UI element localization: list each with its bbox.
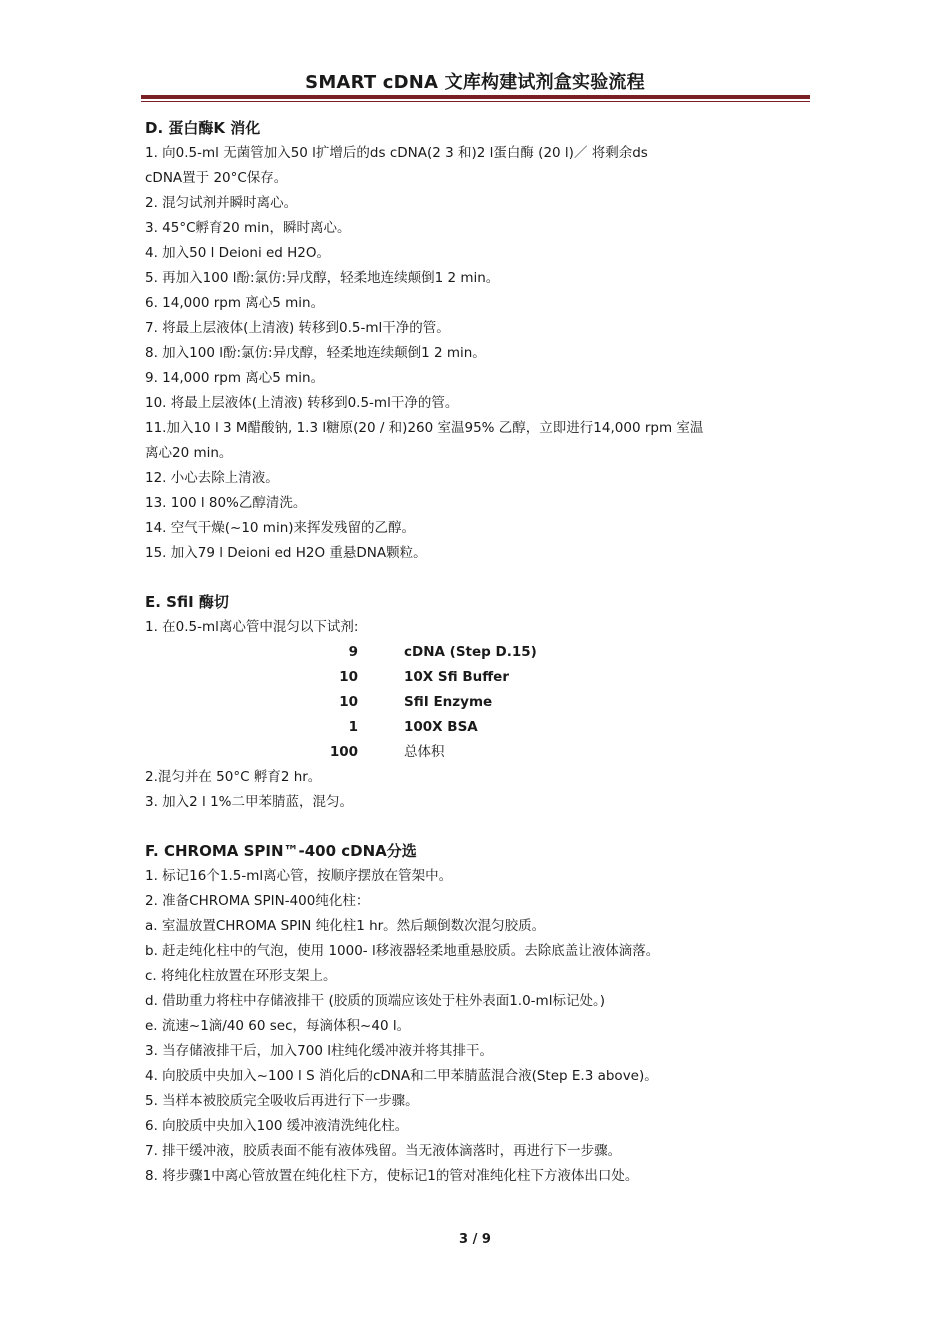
reagent-amount: 10 (339, 669, 358, 685)
reagent-amount: 9 (348, 644, 358, 660)
step-line: 3. 加入2 l 1%二甲苯腈蓝，混匀。 (145, 794, 354, 810)
reagent-table (290, 640, 537, 765)
step-line: 2. 混匀试剂并瞬时离心。 (145, 195, 298, 211)
section-d-steps (145, 141, 815, 566)
step-line: 13. 100 l 80%乙醇清洗。 (145, 495, 307, 511)
step-line: 4. 向胶质中央加入~100 l S 消化后的cDNA和二甲苯腈蓝混合液(Step E.3 above)。 (145, 1068, 658, 1084)
step-line: 8. 加入100 l酚:氯仿:异戊醇，轻柔地连续颠倒1 2 min。 (145, 345, 486, 361)
reagent-name: 总体积 (404, 744, 445, 760)
page-header-title: SMART cDNA 文库构建试剂盒实验流程 (305, 72, 645, 93)
column-gap (358, 640, 404, 665)
step-line: 4. 加入50 l Deioni ed H2O。 (145, 245, 331, 261)
step-line: 15. 加入79 l Deioni ed H2O 重悬DNA颗粒。 (145, 545, 427, 561)
column-gap (358, 665, 404, 690)
reagent-row (290, 640, 537, 665)
step-line: 6. 向胶质中央加入100 缓冲液清洗纯化柱。 (145, 1118, 409, 1134)
step-line: 3. 45°C孵育20 min，瞬时离心。 (145, 220, 351, 236)
step-line: 2.混匀并在 50°C 孵育2 hr。 (145, 769, 322, 785)
step-line: c. 将纯化柱放置在环形支架上。 (145, 968, 337, 984)
step-line: cDNA置于 20°C保存。 (145, 170, 288, 186)
reagent-row (290, 715, 537, 740)
step-line: 11.加入10 l 3 M醋酸钠, 1.3 l糖原(20 / 和)260 室温95% 乙醇，立即进行14,000 rpm 室温 (145, 420, 704, 436)
step-line: e. 流速~1滴/40 60 sec，每滴体积~40 l。 (145, 1018, 411, 1034)
step-line: 12. 小心去除上清液。 (145, 470, 279, 486)
column-gap (358, 690, 404, 715)
step-line: 5. 再加入100 l酚:氯仿:异戊醇，轻柔地连续颠倒1 2 min。 (145, 270, 500, 286)
header-rule-thin (141, 101, 810, 102)
section-e-steps (145, 765, 815, 815)
reagent-amount: 100 (329, 744, 358, 760)
section-spacer (145, 815, 815, 839)
section-spacer (145, 566, 815, 590)
step-line: 离心20 min。 (145, 445, 233, 461)
section-f-steps (145, 864, 815, 1189)
step-line: 7. 排干缓冲液，胶质表面不能有液体残留。当无液体滴落时，再进行下一步骤。 (145, 1143, 622, 1159)
reagent-name: 10X Sfi Buffer (404, 669, 509, 685)
section-e-heading: E. SfiI 酶切 (145, 593, 229, 611)
step-line: d. 借助重力将柱中存储液排干 (胶质的顶端应该处于柱外表面1.0-ml标记处。) (145, 993, 605, 1009)
step-line: 9. 14,000 rpm 离心5 min。 (145, 370, 325, 386)
reagent-name: 100X BSA (404, 719, 478, 735)
page-number: 3 / 9 (459, 1232, 491, 1247)
step-line: 8. 将步骤1中离心管放置在纯化柱下方，使标记1的管对准纯化柱下方液体出口处。 (145, 1168, 639, 1184)
reagent-amount: 10 (339, 694, 358, 710)
section-f-heading: F. CHROMA SPIN™-400 cDNA分选 (145, 842, 417, 860)
step-line: 3. 当存储液排干后，加入700 l柱纯化缓冲液并将其排干。 (145, 1043, 493, 1059)
step-line: 14. 空气干燥(~10 min)来挥发残留的乙醇。 (145, 520, 416, 536)
step-line: 1. 向0.5-ml 无菌管加入50 l扩增后的ds cDNA(2 3 和)2 l蛋白酶 (20 l)／ 将剩余ds (145, 145, 648, 161)
step-line: 10. 将最上层液体(上清液) 转移到0.5-ml干净的管。 (145, 395, 459, 411)
step-line: 2. 准备CHROMA SPIN-400纯化柱： (145, 893, 370, 909)
section-e-intro: 1. 在0.5-ml离心管中混匀以下试剂: (145, 619, 359, 635)
step-line: 6. 14,000 rpm 离心5 min。 (145, 295, 325, 311)
header-rule (141, 95, 810, 99)
reagent-name: SfiI Enzyme (404, 694, 493, 710)
section-d-heading: D. 蛋白酶K 消化 (145, 119, 261, 137)
reagent-row (290, 665, 537, 690)
column-gap (358, 740, 404, 765)
reagent-amount: 1 (348, 719, 358, 735)
reagent-name: cDNA (Step D.15) (404, 644, 537, 660)
step-line: a. 室温放置CHROMA SPIN 纯化柱1 hr。然后颠倒数次混匀胶质。 (145, 918, 546, 934)
step-line: 1. 标记16个1.5-ml离心管，按顺序摆放在管架中。 (145, 868, 453, 884)
step-line: 5. 当样本被胶质完全吸收后再进行下一步骤。 (145, 1093, 419, 1109)
step-line: 7. 将最上层液体(上清液) 转移到0.5-ml干净的管。 (145, 320, 450, 336)
step-line: b. 赶走纯化柱中的气泡，使用 1000- l移液器轻柔地重悬胶质。去除底盖让液体滴落。 (145, 943, 660, 959)
reagent-row (290, 690, 537, 715)
column-gap (358, 715, 404, 740)
reagent-row (290, 740, 537, 765)
document-body (145, 116, 815, 1189)
